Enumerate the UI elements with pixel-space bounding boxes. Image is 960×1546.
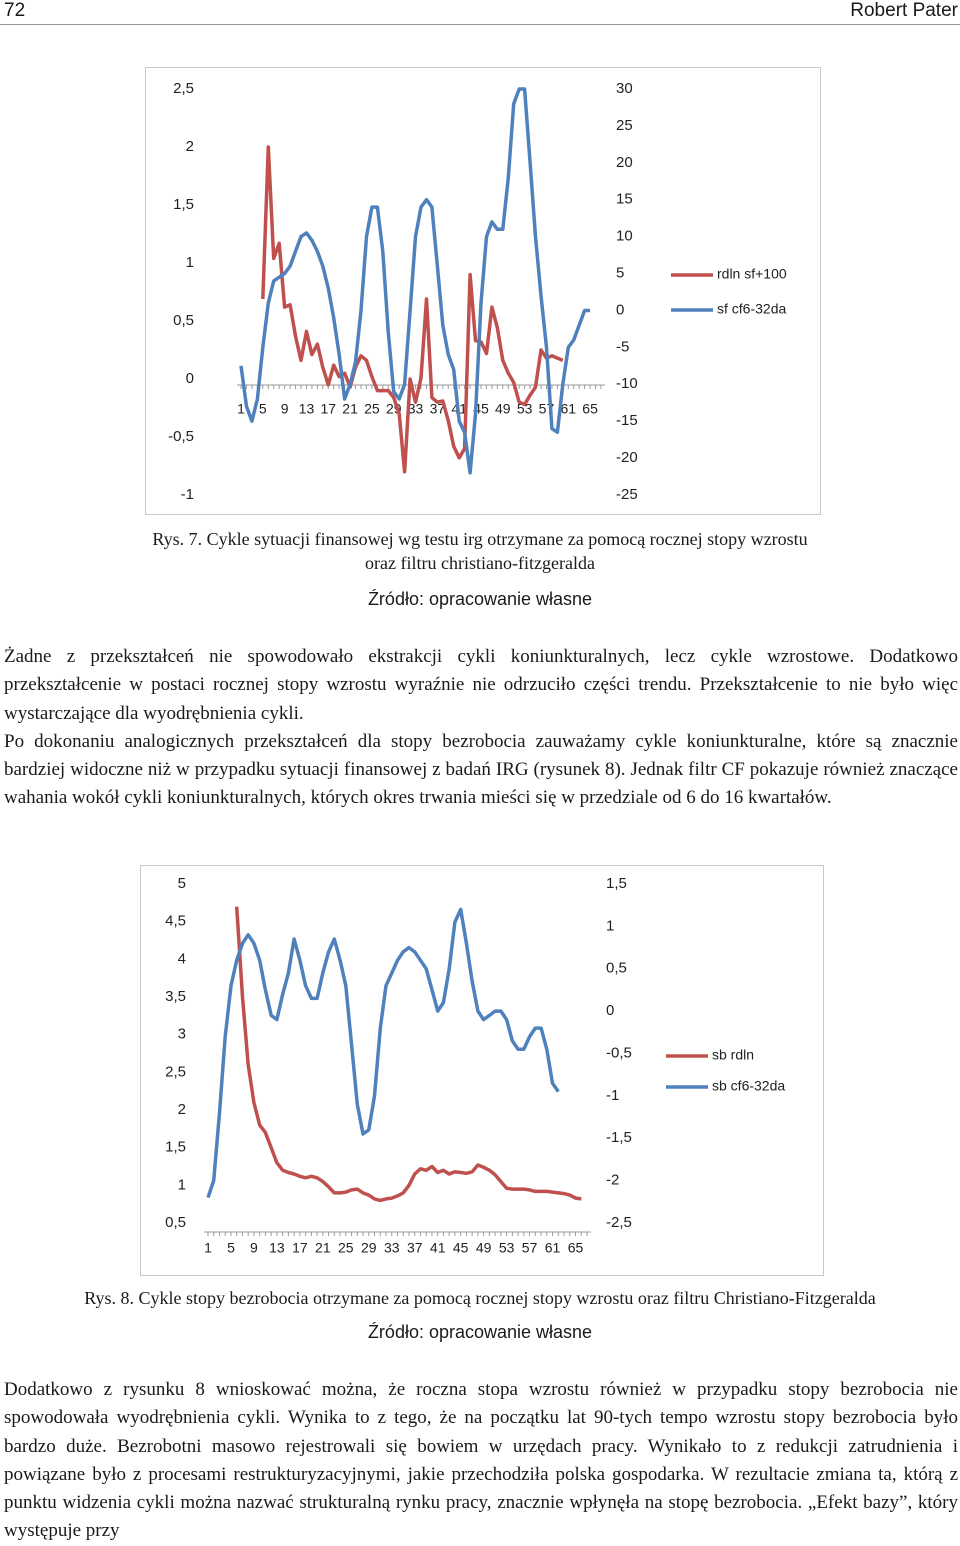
x-tick-label: 41 (451, 400, 467, 417)
x-tick-label: 33 (407, 400, 424, 417)
x-tick-label: 57 (521, 1239, 538, 1256)
y-right-tick-label: -20 (616, 449, 638, 467)
y-left-tick-label: 2,5 (173, 79, 194, 97)
body-text-1 (4, 643, 958, 813)
x-tick-label: 5 (258, 400, 267, 417)
y-left-tick-label: 2 (177, 1100, 186, 1118)
paragraph-2: Po dokonaniu analogicznych przekształceń dla stopy bezrobocia zauważamy cykle koniunkturalne, które są znacznie bardziej widoczne niż w przypadku sytuacji finansowej z badań IRG (rysunek 8). Jednak filtr CF pokazuje również znaczące wahania wokół cykli koniunkturalnych, których okres trwania mieści się w przedziale od 6 do 16 kwartałów. (4, 730, 958, 809)
y-left-tick-label: 3 (177, 1025, 186, 1043)
x-tick-label: 25 (364, 400, 380, 417)
y-right-tick-label: 1,5 (606, 874, 627, 892)
x-tick-label: 29 (360, 1239, 377, 1256)
y-left-tick-label: 0 (185, 369, 194, 387)
x-tick-label: 65 (582, 400, 598, 417)
series-line (237, 907, 582, 1201)
figure-7-svg (146, 68, 820, 514)
y-right-tick-label: 10 (616, 227, 633, 245)
y-right-tick-label: -25 (616, 485, 638, 503)
x-tick-label: 13 (298, 400, 315, 417)
y-left-tick-label: 0,5 (173, 311, 194, 329)
y-left-tick-label: 4,5 (165, 912, 186, 930)
y-left-tick-label: 1,5 (173, 195, 194, 213)
figure-7-caption-line1: Rys. 7. Cykle sytuacji finansowej wg testu irg otrzymane za pomocą rocznej stopy wzrostu (152, 529, 808, 549)
paragraph-3: Dodatkowo z rysunku 8 wnioskować można, że roczna stopa wzrostu również w przypadku stopy bezrobocia nie spowodowała wyodrębnienia cykli. Wynika to z tego, że na początku lat 90-tych tempo wzrostu stopy bezrobocia było bardzo duże. Bezrobotni masowo rejestrowali się bowiem w urzędach pracy. Wynikało to z redukcji zatrudnienia i powiązane było z procesami restrukturyzacyjnymi, jakie przechodziła polska gospodarka. W rezultacie zmiana ta, którą z punktu widzenia cykli można nazwać strukturalną rynku pracy, znacznie wpłynęła na stopę bezrobocia. „Efekt bazy”, który występuje przy (4, 1379, 958, 1542)
figure-8-chart (140, 865, 824, 1276)
y-right-tick-label: -0,5 (606, 1044, 632, 1062)
x-tick-label: 37 (406, 1239, 423, 1256)
body-text-3 (4, 1376, 958, 1546)
x-tick-label: 29 (385, 400, 402, 417)
y-left-tick-label: -1 (180, 485, 194, 503)
y-right-tick-label: -15 (616, 412, 638, 430)
y-right-tick-label: -2 (606, 1171, 620, 1189)
x-tick-label: 53 (498, 1239, 515, 1256)
x-tick-label: 9 (250, 1239, 258, 1256)
y-left-tick-label: 1 (177, 1176, 186, 1194)
x-tick-label: 49 (475, 1239, 492, 1256)
y-right-tick-label: 0 (606, 1002, 615, 1020)
y-right-tick-label: 5 (616, 264, 625, 282)
figure-7-caption (0, 527, 960, 575)
x-tick-label: 5 (227, 1239, 235, 1256)
figure-8-caption: Rys. 8. Cykle stopy bezrobocia otrzymane za pomocą rocznej stopy wzrostu oraz filtru Christiano-Fitzgeralda (84, 1288, 876, 1308)
y-left-tick-label: 2,5 (165, 1063, 186, 1081)
y-right-tick-label: -1,5 (606, 1129, 632, 1147)
figure-7-chart (145, 67, 821, 515)
x-tick-label: 17 (292, 1239, 308, 1256)
y-right-tick-label: 1 (606, 917, 615, 935)
x-tick-label: 9 (280, 400, 289, 417)
x-tick-label: 45 (473, 400, 489, 417)
legend-label: sf cf6-32da (717, 300, 787, 317)
x-tick-label: 1 (237, 400, 245, 417)
x-tick-label: 21 (342, 400, 358, 417)
paragraph-1: Żadne z przekształceń nie spowodowało ekstrakcji cykli koniunkturalnych, lecz cykle wzrostowe. Dodatkowo przekształcenie w postaci rocznej stopy wzrostu wyraźnie nie odrzuciło części trendu. Przekształcenie to nie było więc wystarczające dla wyodrębnienia cykli. (4, 646, 958, 724)
y-right-tick-label: -5 (616, 338, 630, 356)
x-tick-label: 13 (269, 1239, 285, 1256)
y-left-tick-label: 2 (185, 137, 194, 155)
x-tick-label: 65 (567, 1239, 584, 1256)
page-number: 72 (4, 0, 26, 21)
x-tick-label: 45 (452, 1239, 469, 1256)
series-line (263, 147, 563, 472)
y-right-tick-label: 0,5 (606, 959, 627, 977)
y-left-tick-label: -0,5 (168, 427, 194, 445)
running-author: Robert Pater (850, 0, 958, 21)
x-tick-label: 41 (429, 1239, 446, 1256)
legend-label: sb rdln (712, 1046, 755, 1063)
x-tick-label: 21 (315, 1239, 331, 1256)
x-tick-label: 61 (544, 1239, 561, 1256)
y-left-tick-label: 0,5 (165, 1213, 186, 1231)
x-tick-label: 37 (429, 400, 446, 417)
x-tick-label: 1 (204, 1239, 212, 1256)
y-left-tick-label: 1,5 (165, 1138, 186, 1156)
y-left-tick-label: 4 (177, 950, 186, 968)
x-tick-label: 57 (538, 400, 555, 417)
y-right-tick-label: 25 (616, 116, 633, 134)
figure-7-caption-line2: oraz filtru christiano-fitzgeralda (365, 553, 595, 573)
legend-label: rdln sf+100 (717, 265, 787, 282)
x-tick-label: 25 (338, 1239, 354, 1256)
y-right-tick-label: 20 (616, 153, 633, 171)
x-tick-label: 61 (560, 400, 577, 417)
y-right-tick-label: 15 (616, 190, 633, 208)
x-tick-label: 17 (320, 400, 337, 417)
y-right-tick-label: 0 (616, 301, 625, 319)
figure-7-source: Źródło: opracowanie własne (367, 589, 593, 609)
figure-8-source: Źródło: opracowanie własne (367, 1322, 593, 1342)
series-line (208, 909, 558, 1197)
y-left-tick-label: 1 (185, 253, 194, 271)
legend-label: sb cf6-32da (712, 1077, 786, 1094)
y-right-tick-label: -2,5 (606, 1213, 632, 1231)
y-left-tick-label: 3,5 (165, 987, 186, 1005)
page-header (0, 0, 960, 25)
y-right-tick-label: -10 (616, 375, 638, 393)
y-right-tick-label: 30 (616, 79, 633, 97)
y-right-tick-label: -1 (606, 1086, 620, 1104)
x-tick-label: 33 (383, 1239, 400, 1256)
y-left-tick-label: 5 (177, 874, 186, 892)
figure-8-svg (141, 866, 823, 1275)
x-tick-label: 53 (516, 400, 533, 417)
x-tick-label: 49 (495, 400, 511, 417)
